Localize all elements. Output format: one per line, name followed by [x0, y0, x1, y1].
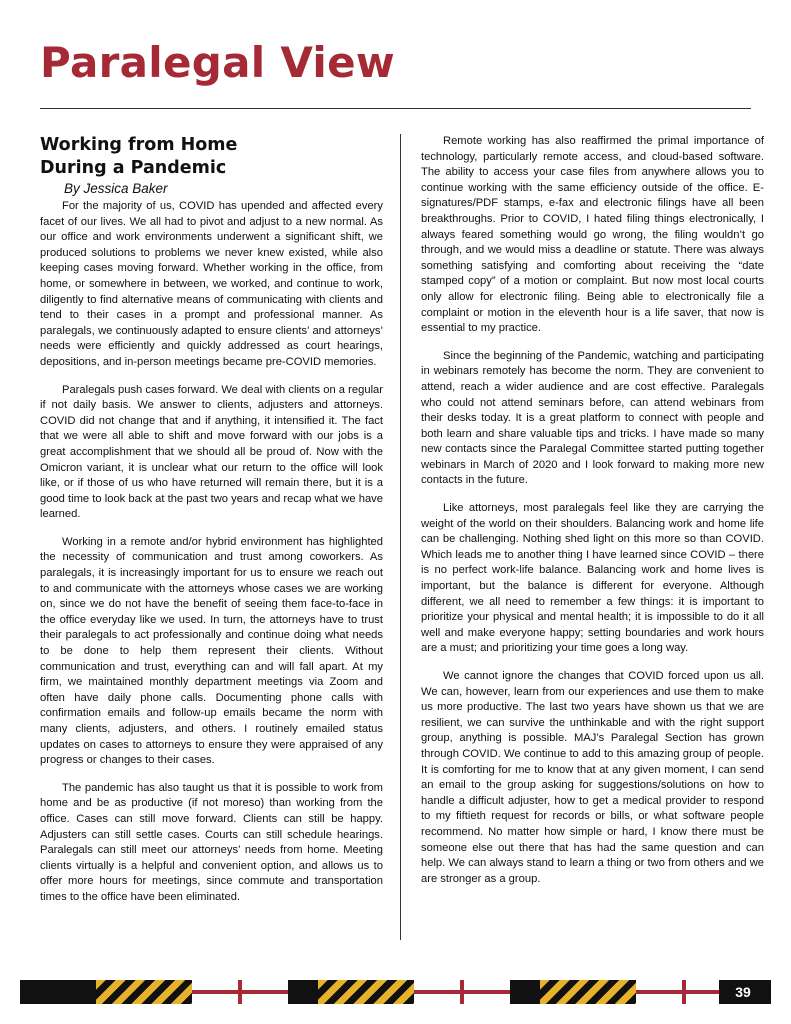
band-gold-segment	[318, 980, 414, 1004]
band-cross-segment	[192, 980, 288, 1004]
article-paragraph: For the majority of us, COVID has upended and affected every facet of our lives. We all had to pivot and adjust to a new normal. As our office and work environments underwent a significant shift, we produced solutions to problems we never knew existed, while also keeping cases moving forward. Whether working in the office, from home, or somewhere in between, we worked, and continue to work, diligently to find alternative means of communicating with clients and tend to their cases in a prompt and professional manner. As paralegals, we continuously adapted to ensure clients’ and attorneys’ needs were efficiently and quickly addressed as court hearings, depositions, and in-person meetings became pre-COVID memories.	[40, 200, 383, 368]
article-paragraph: The pandemic has also taught us that it is possible to work from home and be as productive (if not moreso) than working from the office. Cases can still move forward. Clients can still be happy. Adjusters can still settle cases. Courts can still schedule hearings. Paralegals can still meet our attorneys’ needs from home. Meeting clients virtually is a helpful and convenient option, and allows us to offer more hours for meetings, since commute and transportation times to the office have been eliminated.	[40, 781, 383, 903]
column-divider	[400, 134, 401, 940]
article-paragraph: We cannot ignore the changes that COVID forced upon us all. We can, however, learn from our experiences and use them to make us more productive. The last two years have shown us that we are resilient, we can survive the unthinkable and with the right support group, anything is possible. MAJ’s Paralegal Section has grown through COVID. We continue to add to this amazing group of people. It is comforting for me to know that at any given moment, I can send an email to the group asking for suggestions/solutions on how to handle a difficult adjuster, how to get a medical provider to respond to my fiftieth request for records or bills, or what software people recommend. No matter how simple or hard, I know there must be someone else out there that has had the same question and can help. We can always stand to learn a thing or two from others and we are stronger as a group.	[421, 670, 764, 885]
article-paragraph: Working in a remote and/or hybrid environment has highlighted the necessity of communication and trust among coworkers. As paralegals, it is increasingly important for us to ensure we reach out to and communicate with the attorneys whose cases we are working on, since we do not have the benefit of seeing them face-to-face in the office everyday like we used. In turn, the attorneys have to trust their paralegals to act professionally and continue doing what needs to be done to help them represent their clients. Without communication and trust, everything can and will fall apart. At my firm, we maintained monthly department meetings via Zoom and often have daily phone calls. Documenting phone calls with confirmation emails and follow-up emails became the norm with many clients, adjusters, and others. I routinely emailed status updates on cases to attorneys to ensure they were appraised of any progress or changes to their cases.	[40, 535, 383, 767]
page-number: 39	[719, 980, 767, 1004]
article-paragraph: Remote working has also reaffirmed the primal importance of technology, particularly remote access, and cloud-based software. The ability to access your case files from anywhere allows you to continue working with the same efficiency outside of the office. E-signatures/PDF stamps, e-fax and electronic filings have all been breakthroughs. Prior to COVID, I hated filing things electronically, I always feared something would go wrong, the filing wouldn’t go through, and we would miss a deadline or statute. There was always something satisfying and comforting about receiving the “date stamped copy” of a motion or complaint. But now most local courts only allow for electronic filing. Being able to electronically file a complaint or motion in the eleventh hour is a life saver, that now is essential to my practice.	[421, 135, 764, 335]
band-gold-segment	[540, 980, 636, 1004]
band-cross-segment	[414, 980, 510, 1004]
article-title	[40, 134, 383, 180]
band-cross-segment	[636, 980, 732, 1004]
left-column	[40, 134, 383, 918]
header-rule	[40, 108, 751, 109]
maryland-flag-band	[20, 980, 771, 1004]
article-paragraph: Since the beginning of the Pandemic, watching and participating in webinars remotely has become the norm. They are convenient to attend, reach a wider audience and are cost effective. Paralegals who could not attend seminars before, can attend webinars from their desks today. It is a great platform to connect with people and both learn and share valuable tips and tricks. I have made so many new contacts since the Paralegal Committee started putting together webinars in March of 2020 and I look forward to making more new contacts in the future.	[421, 349, 764, 487]
right-column	[421, 134, 764, 899]
band-black-segment	[510, 980, 540, 1004]
section-title: Paralegal View	[40, 38, 396, 87]
article-byline: By Jessica Baker	[64, 181, 168, 196]
band-black-segment	[288, 980, 318, 1004]
article-title-line2: During a Pandemic	[40, 158, 227, 178]
article-paragraph: Like attorneys, most paralegals feel like they are carrying the weight of the world on their shoulders. Balancing work and home life can be challenging. Nothing shed light on this more so than COVID. Which leads me to another thing I have learned since COVID – there is no perfect work-life balance. Balancing work and home lives is important, but the balance is different for everyone. Although different, we all need to remember a few things: it is important to prioritize your physical and mental health; it is impossible to do it all well and make everyone happy; setting boundaries and work hours are a must; and prioritizing your time goes a long way.	[421, 502, 764, 655]
band-black-segment	[20, 980, 96, 1004]
article-paragraph: Paralegals push cases forward. We deal with clients on a regular if not daily basis. We answer to clients, adjusters and attorneys. COVID did not change that and if anything, it intensified it. The fact that we were all able to shift and move forward with our jobs is a great accomplishment that we should all be proud of. Now with the Omicron variant, it is unclear what our return to the office will look like, or if those of us who have returned will remain there, but it is a good time to look back at the past two years and recap what we have learned.	[40, 383, 383, 521]
article-title-line1: Working from Home	[40, 135, 238, 155]
band-gold-segment	[96, 980, 192, 1004]
